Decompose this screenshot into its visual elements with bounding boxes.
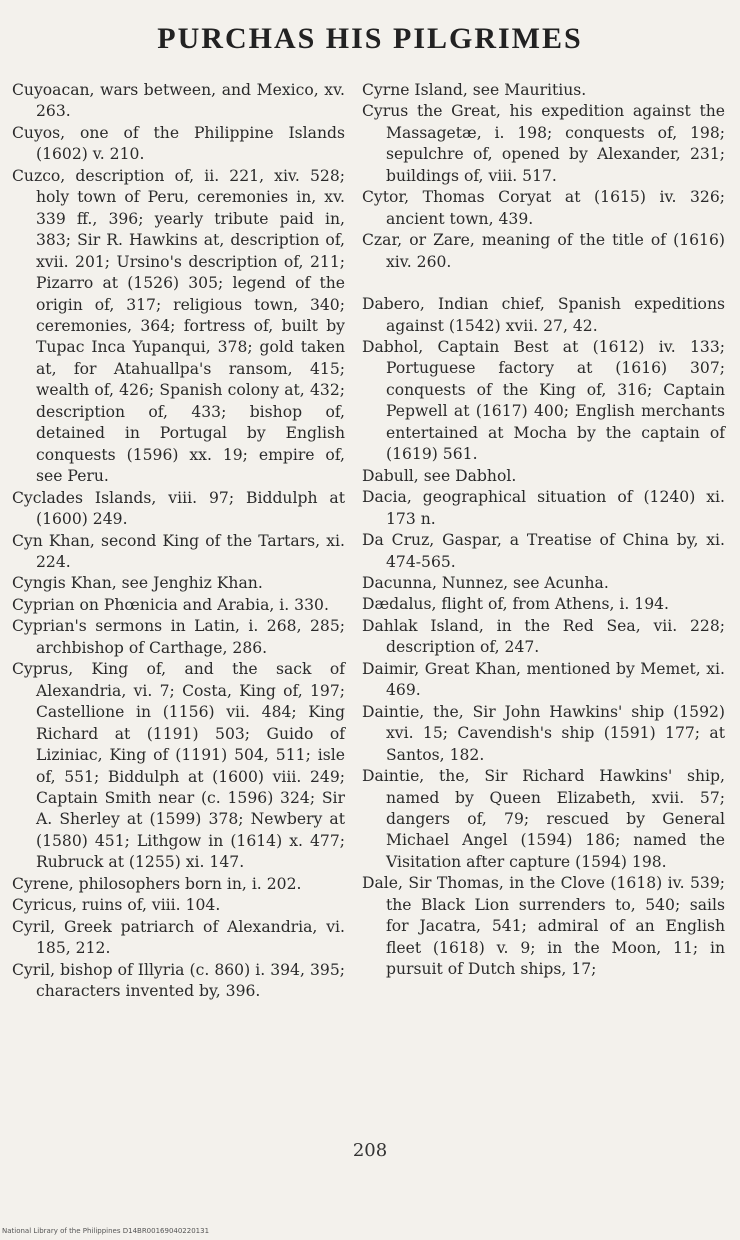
index-entry: Cyrus the Great, his expedition against the Massagetæ, i. 198; conquests of, 198; sepulchre of, opened by Alexander, 231; buildings of, viii. 517. (362, 102, 725, 185)
index-entry: Cuyos, one of the Philippine Islands (1602) v. 210. (12, 123, 345, 164)
index-entry: Cuyoacan, wars between, and Mexico, xv. 263. (12, 81, 345, 121)
index-entry: Cyprian on Phœnicia and Arabia, i. 330. (12, 595, 329, 614)
index-entry: Cyril, bishop of Illyria (c. 860) i. 394, 395; characters invented by, 396. (12, 960, 345, 1001)
index-entry: Cyril, Greek patriarch of Alexandria, vi. 185, 212. (12, 917, 345, 958)
page-title: PURCHAS HIS PILGRIMES (157, 22, 583, 55)
index-entry: Daintie, the, Sir Richard Hawkins' ship, named by Queen Elizabeth, xvii. 57; dangers of, 79; rescued by General Michael Angel (1594) 186; named the Visitation after capture (1594) 198. (362, 767, 725, 871)
page-number: 208 (352, 1140, 388, 1161)
index-entry: Cyn Khan, second King of the Tartars, xi. 224. (12, 531, 345, 571)
index-entry: Dædalus, flight of, from Athens, i. 194. (362, 595, 670, 614)
index-entry: Cyrene, philosophers born in, i. 202. (12, 874, 302, 893)
index-entry: Cyrne Island, see Mauritius. (362, 81, 587, 99)
index-entry: Cyricus, ruins of, viii. 104. (12, 896, 221, 915)
index-entry: Cyprian's sermons in Latin, i. 268, 285; archbishop of Carthage, 286. (12, 617, 345, 657)
index-entry: Cytor, Thomas Coryat at (1615) iv. 326; ancient town, 439. (362, 188, 725, 228)
index-entry: Dale, Sir Thomas, in the Clove (1618) iv. 539; the Black Lion surrenders to, 540; sails for Jacatra, 541; admiral of an English fleet (1618) v. 9; in the Moon, 11; in pursuit of Dutch ships, 17; (362, 874, 725, 979)
index-entry: Dacunna, Nunnez, see Acunha. (362, 573, 609, 592)
index-entry: Czar, or Zare, meaning of the title of (1616) xiv. 260. (362, 231, 725, 271)
index-column-right (362, 80, 725, 981)
index-column-left (12, 80, 345, 1002)
index-entry: Dabhol, Captain Best at (1612) iv. 133; Portuguese factory at (1616) 307; conquests of the King of, 316; Captain Pepwell at (1617) 400; English merchants entertained at Mocha by the captain of (1619) 561. (362, 337, 725, 464)
library-footer: National Library of the Philippines D14BR00169040220131 (2, 1227, 210, 1235)
index-entry: Daimir, Great Khan, mentioned by Memet, xi. 469. (362, 659, 725, 700)
index-entry: Dabull, see Dabhol. (362, 466, 517, 485)
index-entry: Cyclades Islands, viii. 97; Biddulph at (1600) 249. (12, 488, 345, 529)
index-entry: Dabero, Indian chief, Spanish expeditions against (1542) xvii. 27, 42. (362, 295, 725, 335)
index-entry: Cyngis Khan, see Jenghiz Khan. (12, 574, 263, 593)
index-entry: Dacia, geographical situation of (1240) xi. 173 n. (362, 488, 725, 528)
index-entry: Da Cruz, Gaspar, a Treatise of China by, xi. 474-565. (362, 531, 725, 571)
index-entry: Cyprus, King of, and the sack of Alexandria, vi. 7; Costa, King of, 197; Castellione in (1156) vii. 484; King Richard at (1191) 503; Guido of Liziniac, King of (1191) 504, 511; isle of, 551; Biddulph at (1600) viii. 249; Captain Smith near (c. 1596) 324; Sir A. Sherley at (1599) 378; Newbery at (1580) 451; Lithgow in (1614) x. 477; Rubruck at (1255) xi. 147. (12, 660, 345, 872)
index-entry: Cuzco, description of, ii. 221, xiv. 528; holy town of Peru, ceremonies in, xv. 339 ff., 396; yearly tribute paid in, 383; Sir R. Hawkins at, description of, xvii. 201; Ursino's description of, 211; Pizarro at (1526) 305; legend of the origin of, 317; religious town, 340; ceremonies, 364; fortress of, built by Tupac Inca Yupanqui, 378; gold taken at, for Atahuallpa's ransom, 415; wealth of, 426; Spanish colony at, 432; description of, 433; bishop of, detained in Portugal by English conquests (1596) xx. 19; empire of, see Peru. (12, 166, 345, 486)
index-entry: Daintie, the, Sir John Hawkins' ship (1592) xvi. 15; Cavendish's ship (1591) 177; at Santos, 182. (362, 702, 725, 764)
index-entry: Dahlak Island, in the Red Sea, vii. 228; description of, 247. (362, 616, 725, 657)
